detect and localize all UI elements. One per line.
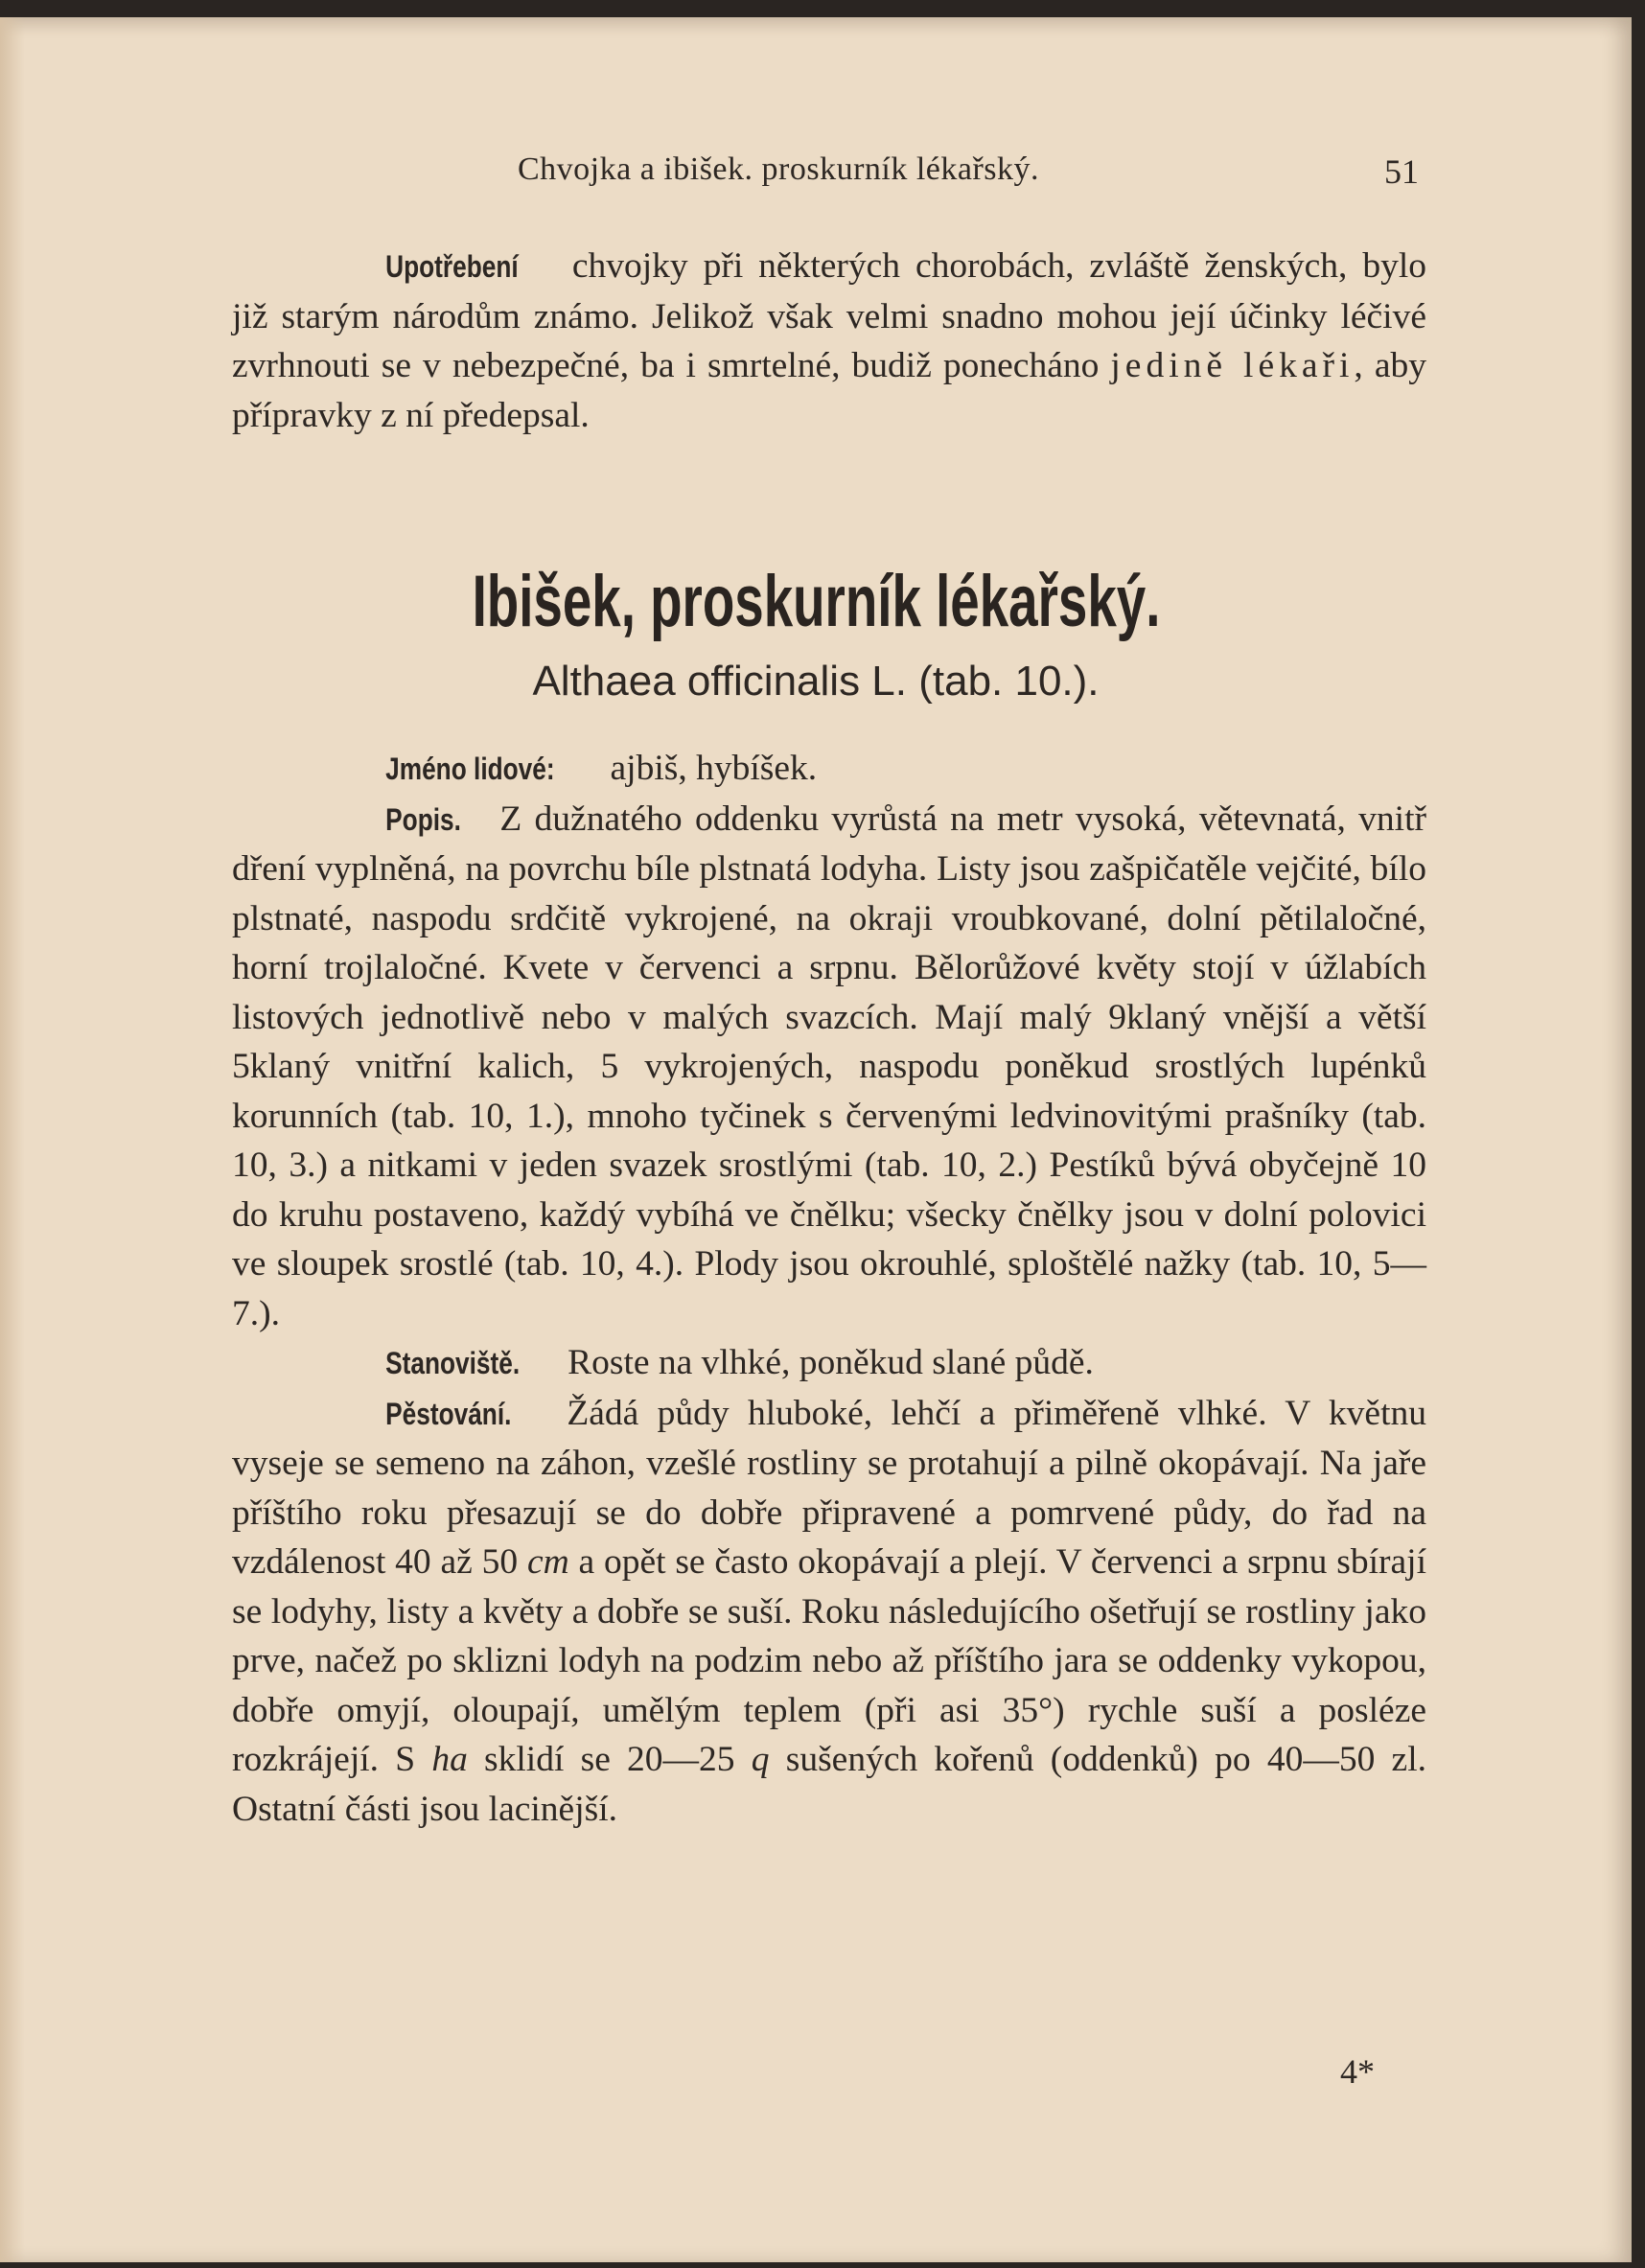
cultivation-text-d: sušených kořenů (oddenků) po 40—50 zl. Ostatní části jsou lacinější. <box>232 1740 1426 1829</box>
description-paragraph <box>232 795 1426 1339</box>
book-page <box>0 17 1632 2262</box>
folk-name-paragraph <box>232 744 1426 795</box>
article-body <box>232 744 1426 1834</box>
folk-name-label: Jméno lidové: <box>385 752 555 786</box>
intro-text-a: chvojky při některých chorobách, zvláště ženských, bylo již starým národům známo. Jelikož však velmi snadno mohou její účinky léčivé zvrhnouti se v nebezpečné, ba i smrtelné, budiž ponecháno <box>232 246 1426 385</box>
habitat-paragraph <box>232 1338 1426 1389</box>
cultivation-label: Pěstování. <box>385 1396 512 1431</box>
cultivation-text-c: sklidí se 20—25 <box>467 1740 752 1779</box>
article-title-text: Ibišek, proskurník lékařský. <box>472 561 1160 642</box>
cultivation-text-b: a opět se často okopávají a plejí. V červenci a srpnu sbírají se lodyhy, listy a květy a dobře se suší. Roku následujícího ošetřují se rostliny jako prve, načež po sklizni lodyh na podzim nebo až příštího jara se oddenky vykopou, dobře omyjí, oloupají, umělým teplem (při asi 35°) rychle suší a posléze rozkrájejí. S <box>232 1542 1426 1779</box>
unit-cm: cm <box>526 1542 569 1582</box>
page-number: 51 <box>1384 152 1419 191</box>
habitat-label: Stanoviště. <box>385 1346 521 1380</box>
cultivation-paragraph <box>232 1389 1426 1835</box>
intro-paragraph <box>232 242 1426 440</box>
folk-name-text: ajbiš, hybíšek. <box>601 749 818 788</box>
article-title <box>0 560 1632 643</box>
cultivation-text-a: Žádá půdy hluboké, lehčí a přiměřeně vlhké. V květnu vyseje se semeno na záhon, vzešlé rostliny se protahují a pilně okopávají. Na jaře příštího roku přesazují se do dobře připravené a pomrvené půdy, do řad na vzdálenost 40 až 50 <box>232 1393 1426 1582</box>
intro-spaced-text: jedině lékaři <box>1110 346 1355 385</box>
article-subtitle: Althaea officinalis L. (tab. 10.). <box>532 658 1100 705</box>
intro-text-b: , aby přípravky z ní předepsal. <box>232 346 1426 435</box>
unit-q: q <box>751 1740 770 1779</box>
description-label: Popis. <box>385 801 461 837</box>
page-edge-shadow <box>0 17 25 2262</box>
running-head: Chvojka a ibišek. proskurník lékařský. <box>518 151 1040 187</box>
intro-label: Upotřebení <box>385 249 519 284</box>
unit-ha: ha <box>431 1740 468 1779</box>
habitat-text: Roste na vlhké, poněkud slané půdě. <box>558 1343 1094 1382</box>
signature-mark: 4* <box>1340 2052 1375 2091</box>
description-text: Z dužnatého oddenku vyrůstá na metr vysoká, větevnatá, vnitř dření vyplněná, na povrchu bíle plstnatá lodyha. Listy jsou zašpičatěle vejčité, bílo plstnaté, naspodu srdčitě vykrojené, na okraji vroubkované, dolní pětilaločné, horní trojlaločné. Kvete v červenci a srpnu. Bělorůžové květy stojí v úžlabích listových jednotlivě nebo v malých svazcích. Mají malý 9klaný vnější a větší 5klaný vnitřní kalich, 5 vykrojených, naspodu poněkud srostlých lupénků korunních (tab. 10, 1.), mnoho tyčinek s červenými ledvinovitými prašníky (tab. 10, 3.) a nitkami v jeden svazek srostlými (tab. 10, 2.) Pestíků bývá obyčejně 10 do kruhu postaveno, každý vybíhá ve čnělku; všecky čnělky jsou v dolní polovici ve sloupek srostlé (tab. 10, 4.). Plody jsou okrouhlé, sploštělé nažky (tab. 10, 5—7.). <box>232 798 1426 1333</box>
